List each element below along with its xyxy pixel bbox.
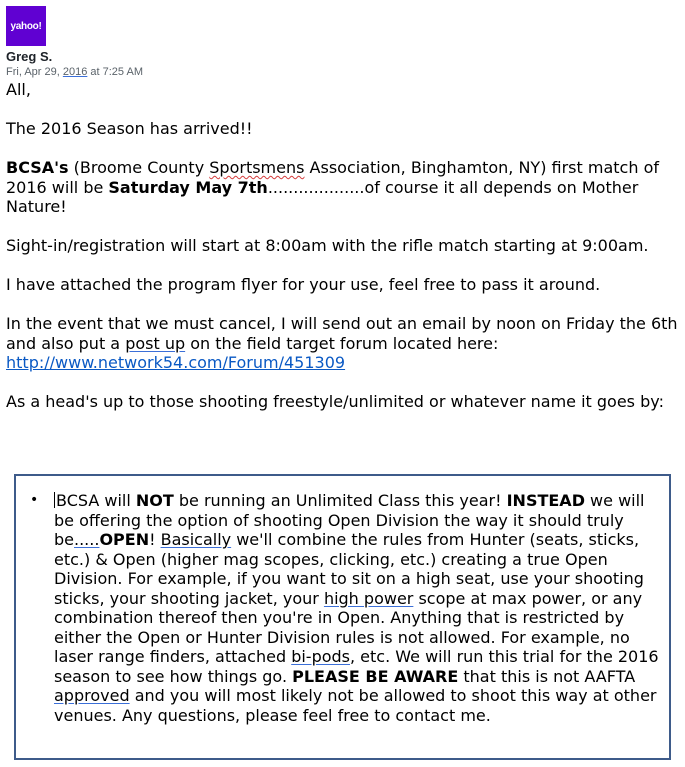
- text: ...................of course it all depends on Mother Nature!: [6, 177, 639, 216]
- text: we will be offering the option of shooting Open Division the way it should truly be: [54, 491, 645, 549]
- paragraph-season: The 2016 Season has arrived!!: [6, 119, 253, 138]
- match-date-bold: Saturday May 7th: [108, 177, 268, 197]
- list-item: [16, 476, 669, 725]
- paragraph-first-match: [6, 158, 681, 217]
- sender-name[interactable]: Greg S.: [6, 49, 53, 64]
- grammar-flag: post up: [125, 333, 186, 353]
- notice-box: [14, 474, 671, 760]
- paragraph-flyer: I have attached the program flyer for your use, feel free to pass it around.: [6, 275, 601, 294]
- bullet-icon: •: [30, 492, 39, 508]
- date-year: 2016: [62, 66, 88, 78]
- date-prefix: Fri, Apr 29,: [6, 66, 63, 78]
- yahoo-logo-icon: yahoo!: [10, 20, 42, 32]
- grammar-flag: Basically: [160, 530, 232, 549]
- message-body: [6, 80, 681, 412]
- notice-list: [16, 476, 669, 725]
- paragraph-cancel: [6, 314, 681, 373]
- bold-text: NOT: [135, 491, 174, 510]
- bold-text: OPEN: [99, 530, 150, 549]
- sender-avatar[interactable]: [6, 6, 46, 46]
- message-date: [6, 66, 143, 78]
- bold-text: INSTEAD: [506, 491, 585, 510]
- date-suffix: at 7:25 AM: [87, 66, 143, 78]
- text: !: [149, 530, 161, 549]
- paragraph-heads-up: As a head's up to those shooting freestyle/unlimited or whatever name it goes by:: [6, 392, 664, 411]
- text: that this is not AAFTA: [458, 666, 636, 686]
- text: BCSA will: [56, 491, 136, 510]
- text: we'll combine the rules from Hunter (seats, sticks, etc.) & Open (higher mag scopes, clicking, etc.) creating a true Open Division. For example, if you want to sit on a high seat, use your shooting sticks, your shooting jacket, your: [54, 530, 644, 608]
- text: Association, Binghamton, NY) first match of 2016 will be: [6, 158, 659, 197]
- grammar-flag: approved: [54, 686, 130, 705]
- grammar-flag: .....: [74, 530, 100, 549]
- text: In the event that we must cancel, I will send out an email by noon on Friday the 6th and also put a: [6, 314, 678, 353]
- text: , etc. We will run this trial for the 2016 season to see how things go.: [54, 647, 659, 686]
- bold-text: PLEASE BE AWARE: [292, 666, 459, 686]
- text: (Broome County: [68, 158, 210, 177]
- paragraph-registration: Sight-in/registration will start at 8:00am with the rifle match starting at 9:00am.: [6, 236, 649, 255]
- text: and you will most likely not be allowed to shoot this way at other venues. Any questions, please feel free to contact me.: [54, 686, 657, 725]
- text: scope at max power, or any combination thereof then you're in Open. Anything that is restricted by either the Open or Hunter Division rules is not allowed. For example, no laser range finders, attached: [54, 588, 643, 666]
- greeting: All,: [6, 80, 31, 99]
- spelling-flag: Sportsmens: [209, 158, 305, 177]
- text-cursor: [54, 492, 55, 508]
- grammar-flag: high power: [323, 588, 414, 608]
- bcsa-bold: BCSA's: [6, 158, 69, 177]
- text: on the field target forum located here:: [185, 333, 499, 353]
- grammar-flag: bi-pods: [291, 647, 350, 666]
- text: be running an Unlimited Class this year!: [173, 491, 507, 510]
- forum-link[interactable]: http://www.network54.com/Forum/451309: [6, 353, 346, 372]
